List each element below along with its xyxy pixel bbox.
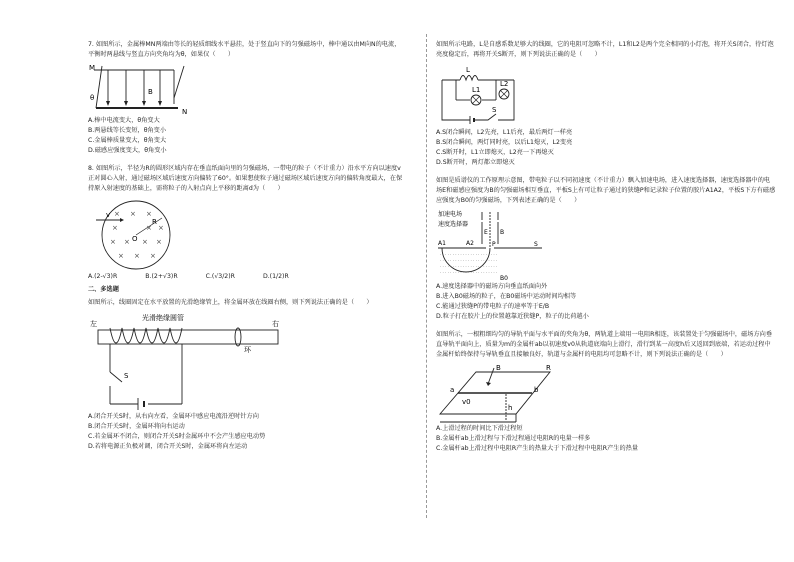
question-8-option-b: B.(2+√3)R [145,273,178,280]
question-8-option-c: C.(√3/2)R [205,273,235,280]
fig11-label-b: B [500,229,505,236]
question-7-option-a: A.棒中电流变大，θ角变大 [88,117,160,124]
question-10 [436,40,776,168]
fig10-label-s: S [492,106,497,114]
fig8-label-r: R [152,218,157,226]
question-12-option-c: C.金属杆ab上滑过程中电阻R产生的热量大于下滑过程中电阻R产生的热量 [436,445,639,452]
question-7-option-c: C.金属棒质量变大，θ角变大 [88,137,167,144]
question-8-options [88,272,406,282]
fig12-label-b: B [496,364,501,372]
question-11-option-b: B.进入B0磁场的粒子，在B0磁场中运动时间均相等 [436,293,577,300]
fig12-label-a: a [450,386,455,394]
svg-text:×: × [130,210,136,218]
question-12-option-b: B.金属杆ab上滑过程与下滑过程通过电阻R的电量一样多 [436,435,591,442]
question-8 [88,164,406,282]
question-9-option-b: B.闭合开关S时，金属环将向右运动 [88,423,185,430]
fig8-label-v: v [106,211,111,219]
fig10-label-l2: L2 [500,80,509,88]
question-9 [88,298,406,452]
right-column [436,40,776,454]
question-7-figure [88,64,198,116]
question-8-stem: 8. 如图所示，半径为R的圆形区域内存在垂直纸面向里的匀强磁场，一带电的粒子（不计重力）沿水平方向以速度v正对圆心入射，通过磁场区域后速度方向偏转了60°。如果想使粒子通过磁场区域后速度方向的偏转角度最大，在保持原入射速度的基础上，需将粒子的入射点向上平移的距离d为（ ） [88,165,403,192]
svg-text:· · · · · · · · · · · · · · ·: · · · · · · · · · · · · · · · · · · · · · · · [440,252,498,257]
question-9-stem: 如图所示，线圈固定在水平放置的光滑绝缘管上，将金属环放在线圈右侧，则下列说法正确的是（ ） [88,299,373,306]
section-heading: 二、多选题 [88,286,119,293]
fig11-label-p: P [492,241,496,248]
svg-text:×: × [134,252,140,260]
fig9-label-left: 左 [90,320,97,328]
question-9-option-c: C.若金属环不闭合，则闭合开关S时金属环中不会产生感应电动势 [88,433,266,440]
fig7-label-m: M [89,64,96,72]
question-8-option-a: A.(2-√3)R [88,273,118,280]
question-9-figure [88,312,288,412]
question-10-option-d: D.S断开时，两灯都立即熄灭 [436,159,515,166]
question-10-stem: 如图所示电路，L是自感系数足够大的线圈，它的电阻可忽略不计，L1和L2是两个完全相同的小灯泡，将开关S闭合，待灯泡亮度稳定后，再将开关S断开，则下列说法正确的是（ ） [436,41,774,58]
question-8-figure [96,198,176,272]
svg-text:×: × [124,238,130,246]
fig9-label-tube: 光滑绝缘圆管 [142,314,184,322]
fig11-label-selector: 速度选择器 [438,221,469,228]
left-column [88,40,406,452]
svg-text:×: × [156,238,162,246]
fig12-label-r: R [546,364,551,372]
question-12 [436,330,776,454]
svg-text:×: × [114,210,120,218]
question-7-stem: 7. 如图所示，金属棒MN两端由等长的轻质细线水平悬挂，处于竖直向下的匀强磁场中，棒中通以由M向N的电流，平衡时两悬线与竖直方向夹角均为θ，如果仅（ ） [88,41,401,58]
fig7-label-n: N [182,108,188,116]
svg-text:· · · · · · · · · · · · · · ·: · · · · · · · · · · · · · · · · · · · · · · · [440,264,498,269]
question-11-figure [436,210,546,282]
question-11-option-d: D.粒子打在胶片上的位置越靠近狭缝P，粒子的比荷越小 [436,313,589,320]
svg-text:×: × [118,252,124,260]
svg-text:×: × [142,238,148,246]
fig11-label-e: E [484,229,488,236]
svg-text:· · · · · · · · · · · · · · ·: · · · · · · · · · · · · · · · · · · · · · · · [440,258,498,263]
fig11-label-accel: 加速电场 [438,211,463,218]
fig10-label-l1: L1 [472,86,481,94]
fig9-label-right: 右 [272,320,279,328]
column-divider [426,34,427,518]
question-10-option-c: C.S断开时，L1立即熄灭，L2亮一下再熄灭 [436,149,554,156]
question-11-stem: 如图是质谱仪的工作原理示意图，带电粒子以不同初速度（不计重力）飘入加速电场，进入速度选择器，速度选择器中的电场E和磁感应强度为B的匀强磁场相互垂直，平板S上有可让粒子通过的狭缝P和记录粒子位置的胶片A1A2，平板S下方有磁感应强度为B0的匀强磁场，下列表述正确的是（ ） [436,177,776,204]
fig12-label-bb: b [534,386,539,394]
question-10-option-b: B.S闭合瞬间，两灯同时亮，以后L1熄灭，L2变亮 [436,139,573,146]
question-12-figure [436,364,556,424]
svg-text:×: × [112,224,118,232]
fig7-label-theta: θ [90,94,95,102]
question-12-option-a: A.上滑过程的时间比下滑过程短 [436,425,523,432]
fig9-label-switch: S [124,372,129,380]
fig8-label-o: O [132,235,138,243]
fig11-label-s: S [534,241,538,248]
fig11-label-b0: B0 [500,275,508,282]
question-7 [88,40,406,156]
fig12-label-v0: v0 [462,398,471,406]
question-10-option-a: A.S闭合瞬间，L2先亮，L1后亮，最后两灯一样亮 [436,129,573,136]
svg-text:· · · · · · · · · · · · · · ·: · · · · · · · · · · · · · · · · · · · · · · · [440,270,498,275]
question-11-option-c: C.能通过狭缝P的带电粒子的速率等于E/B [436,303,550,310]
question-7-option-b: B.两悬线等长变短，θ角变小 [88,127,167,134]
question-11-option-a: A.速度选择器中的磁场方向垂直纸面向外 [436,283,548,290]
question-8-option-d: D.(1/2)R [262,273,289,280]
question-9-option-d: D.若将电源正负极对调，闭合开关S时，金属环将向左运动 [88,443,248,450]
question-9-option-a: A.闭合开关S时，从右向左看，金属环中感应电流沿逆时针方向 [88,413,259,420]
svg-text:×: × [146,210,152,218]
fig11-label-a2: A2 [466,240,474,247]
fig9-label-ring: 环 [244,346,251,354]
fig12-label-h: h [508,404,513,412]
fig7-label-b: B [148,88,153,96]
svg-text:×: × [146,224,152,232]
question-10-figure [436,64,520,128]
question-7-option-d: D.磁感应强度变大，θ角变小 [88,147,167,154]
question-12-stem: 如图所示，一根粗细均匀的导轨平面与水平面的夹角为θ，两轨道上端用一电阻R相连，该装置处于匀强磁场中，磁场方向垂直导轨平面向上，质量为m的金属杆ab以初速度v0从轨道底端向上滑行，滑行到某一高度h后又返回到底端，若运动过程中金属杆始终保持与导轨垂直且接触良好，轨道与金属杆的电阻均可忽略不计，则下列说法正确的是（ ） [436,331,773,358]
svg-text:×: × [110,238,116,246]
question-11 [436,176,776,322]
svg-text:×: × [150,252,156,260]
fig10-label-l: L [466,66,470,74]
svg-text:×: × [158,224,164,232]
fig11-label-a1: A1 [438,240,446,247]
